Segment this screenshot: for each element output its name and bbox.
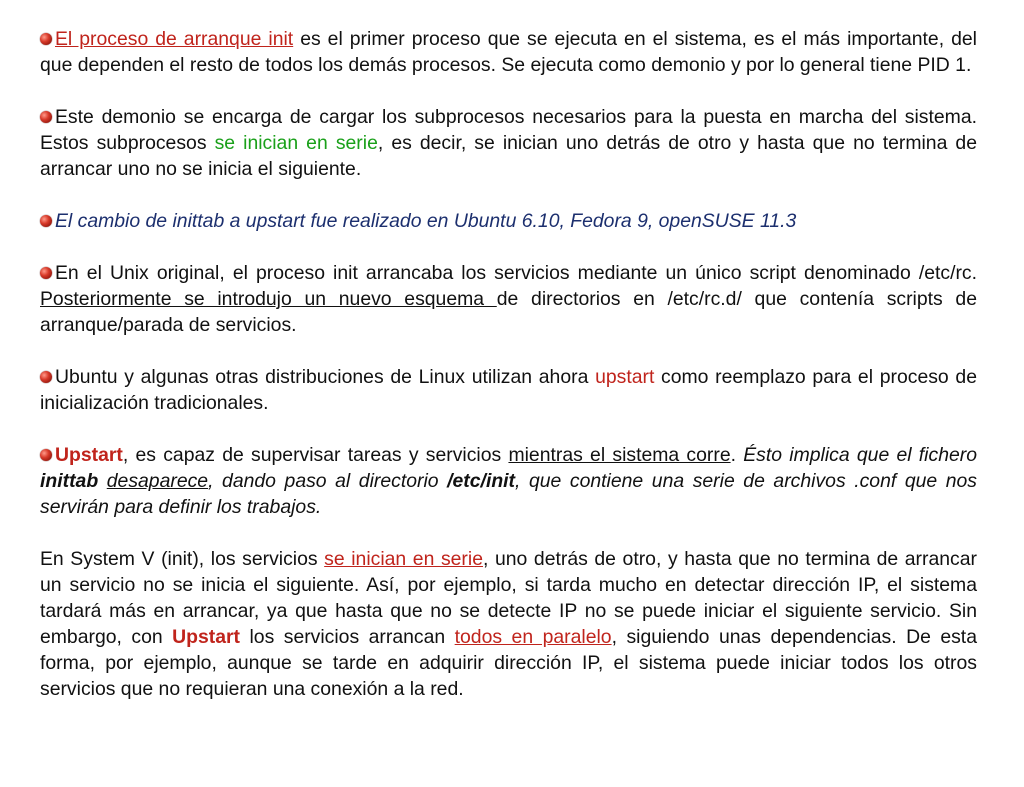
red-bullet-icon [40, 215, 52, 227]
link-proceso-arranque-init[interactable]: El proceso de arranque init [55, 28, 294, 50]
italic-text: , dando paso al directorio [208, 470, 448, 492]
paragraph-text: El cambio de inittab a upstart fue realizado en Ubuntu 6.10, Fedora 9, openSUSE 11.3 [55, 210, 797, 232]
term-upstart: Upstart [55, 444, 123, 466]
highlight-upstart: upstart [595, 366, 655, 388]
paragraph-text: es el primer proceso que se ejecuta en el sistema, es el más importante, del que dependen el resto de todos los demás procesos. Se ejecuta como demonio y por lo general tiene PID 1. [40, 28, 977, 76]
paragraph-unix-original [40, 260, 977, 338]
red-bullet-icon [40, 33, 52, 45]
red-bullet-icon [40, 111, 52, 123]
underlined-desaparece: desaparece [106, 470, 209, 492]
underlined-sistema-corre: mientras el sistema corre [508, 444, 731, 466]
paragraph-init-process [40, 26, 977, 78]
document-body [40, 26, 977, 702]
paragraph-inittab-upstart [40, 208, 977, 234]
paragraph-text: Este demonio se encarga de cargar los subprocesos necesarios para la puesta en marcha del sistema. Estos subprocesos [40, 106, 977, 154]
link-todos-en-paralelo[interactable]: todos en paralelo [454, 626, 612, 648]
italic-text: Ésto implica que el fichero [743, 444, 977, 466]
paragraph-text: , es decir, se inician uno detrás de otro y hasta que no termina de arrancar uno no se inicia el siguiente. [40, 132, 978, 180]
red-bullet-icon [40, 449, 52, 461]
paragraph-text: los servicios arrancan [240, 626, 455, 648]
term-upstart: Upstart [172, 626, 241, 648]
underlined-nuevo-esquema: Posteriormente se introdujo un nuevo esquema [40, 288, 497, 310]
highlight-serie: se inician en serie [214, 132, 378, 154]
paragraph-text: , es capaz de supervisar tareas y servicios [122, 444, 509, 466]
italic-text [98, 470, 107, 492]
red-bullet-icon [40, 371, 52, 383]
term-etc-init: /etc/init [447, 470, 516, 492]
paragraph-ubuntu-upstart [40, 364, 977, 416]
red-bullet-icon [40, 267, 52, 279]
paragraph-system-v [40, 546, 977, 702]
paragraph-text: como reemplazo para el proceso de inicialización tradicionales. [40, 366, 977, 414]
paragraph-demon-subprocesses [40, 104, 977, 182]
paragraph-text: , siguiendo unas dependencias. De esta forma, por ejemplo, aunque se tarde en adquirir dirección IP, el sistema puede iniciar todos los otros servicios que no requieran una conexión a la red. [40, 626, 977, 700]
paragraph-text: . [730, 444, 744, 466]
paragraph-text: En System V (init), los servicios [40, 548, 325, 570]
paragraph-upstart-supervision [40, 442, 977, 520]
paragraph-text: Ubuntu y algunas otras distribuciones de Linux utilizan ahora [55, 366, 596, 388]
link-se-inician-en-serie[interactable]: se inician en serie [324, 548, 483, 570]
paragraph-text: En el Unix original, el proceso init arrancaba los servicios mediante un único script denominado /etc/rc. [55, 262, 977, 284]
paragraph-text: , uno detrás de otro, y hasta que no termina de arrancar un servicio no se inicia el siguiente. Así, por ejemplo, si tarda mucho en detectar dirección IP, el sistema tardará más en arrancar, ya que hasta que no se detecte IP no se puede iniciar el siguiente servicio. Sin embargo, con [40, 548, 977, 648]
paragraph-text: de directorios en /etc/rc.d/ que contenía scripts de arranque/parada de servicios. [40, 288, 977, 336]
term-inittab: inittab [40, 470, 99, 492]
italic-text: , que contiene una serie de archivos .conf que nos servirán para definir los trabajos. [40, 470, 977, 518]
